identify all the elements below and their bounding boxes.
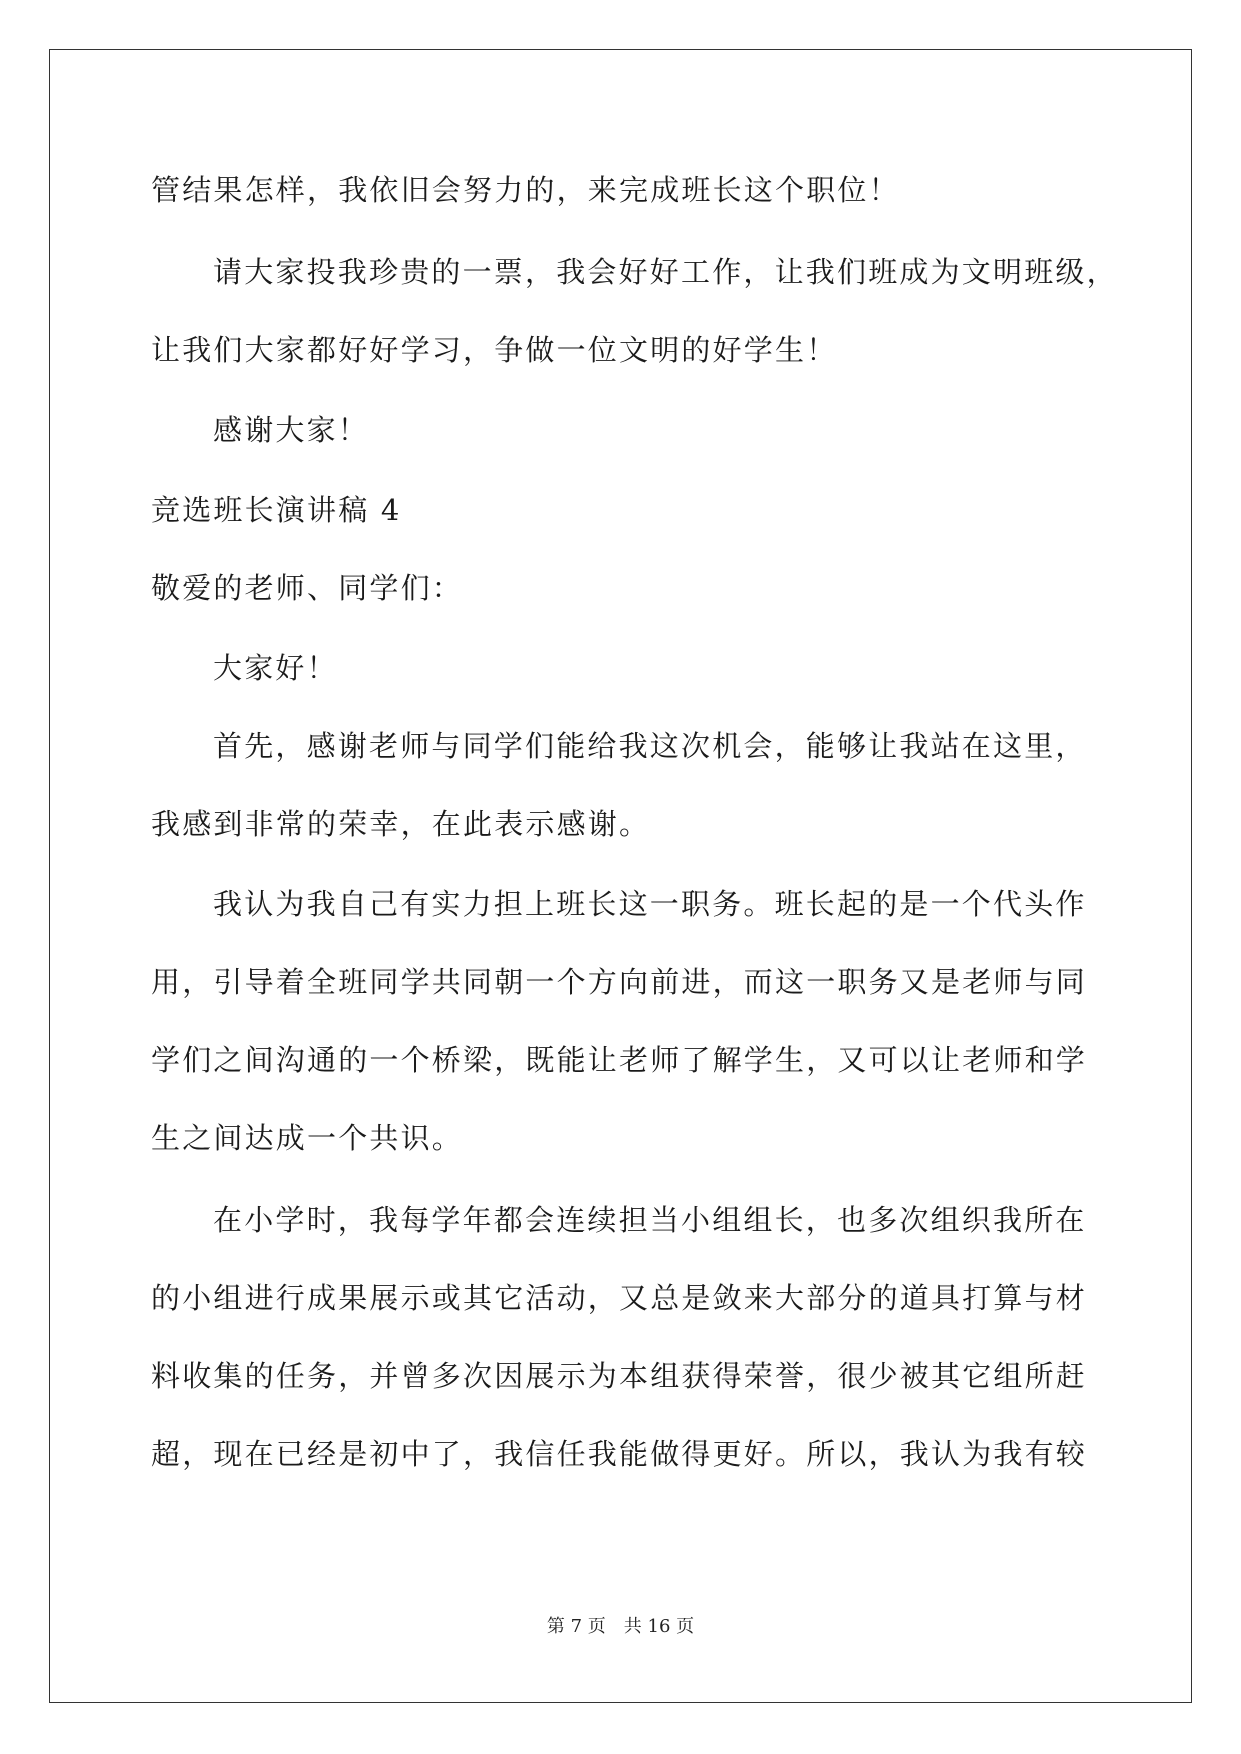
text-line: 学们之间沟通的一个桥梁，既能让老师了解学生，又可以让老师和学 bbox=[151, 1043, 1088, 1077]
text-line: 超，现在已经是初中了，我信任我能做得更好。所以，我认为我有较 bbox=[151, 1437, 1088, 1471]
text-line: 让我们大家都好好学习，争做一位文明的好学生！ bbox=[151, 333, 838, 367]
page-total: 共 16 页 bbox=[623, 1616, 695, 1637]
section-heading: 竞选班长演讲稿 4 bbox=[151, 493, 402, 527]
text-line: 我感到非常的荣幸，在此表示感谢。 bbox=[151, 807, 651, 841]
paragraph-line: 感谢大家！ bbox=[213, 413, 370, 447]
salutation: 敬爱的老师、同学们： bbox=[151, 571, 464, 605]
page-footer bbox=[0, 1615, 1241, 1639]
text-line: 用，引导着全班同学共同朝一个方向前进，而这一职务又是老师与同 bbox=[151, 965, 1088, 999]
paragraph-line: 首先，感谢老师与同学们能给我这次机会，能够让我站在这里， bbox=[213, 729, 1087, 763]
text-line: 的小组进行成果展示或其它活动，又总是敛来大部分的道具打算与材 bbox=[151, 1281, 1088, 1315]
paragraph-line: 请大家投我珍贵的一票，我会好好工作，让我们班成为文明班级， bbox=[213, 255, 1118, 289]
paragraph-line: 在小学时，我每学年都会连续担当小组组长，也多次组织我所在 bbox=[213, 1203, 1087, 1237]
page-number: 第 7 页 bbox=[546, 1616, 606, 1637]
text-line: 生之间达成一个共识。 bbox=[151, 1121, 464, 1155]
paragraph-line: 我认为我自己有实力担上班长这一职务。班长起的是一个代头作 bbox=[213, 887, 1087, 921]
paragraph-line: 大家好！ bbox=[213, 651, 338, 685]
text-line: 料收集的任务，并曾多次因展示为本组获得荣誉，很少被其它组所赶 bbox=[151, 1359, 1088, 1393]
text-line: 管结果怎样，我依旧会努力的，来完成班长这个职位！ bbox=[151, 173, 900, 207]
